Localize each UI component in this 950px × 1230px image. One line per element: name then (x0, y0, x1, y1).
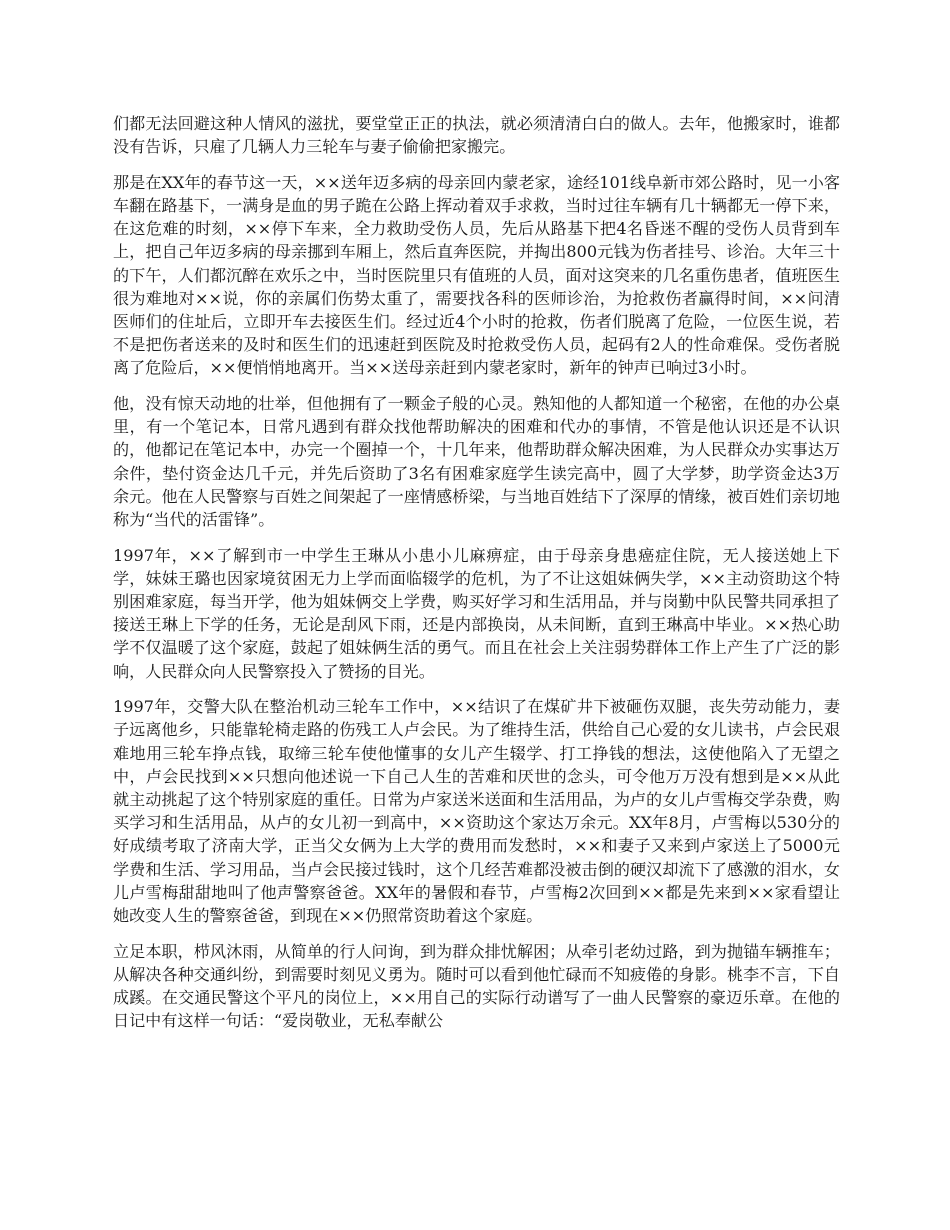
paragraph-5: 1997年，交警大队在整治机动三轮车工作中，××结识了在煤矿井下被砸伤双腿，丧失劳动能力，妻子远离他乡，只能靠轮椅走路的伤残工人卢会民。为了维持生活，供给自己心爱的女儿读书，卢会民艰难地用三轮车挣点钱，取缔三轮车使他懂事的女儿产生辍学、打工挣钱的想法，这使他陷入了无望之中，卢会民找到××只想向他述说一下自己人生的苦难和厌世的念头，可令他万万没有想到是××从此就主动挑起了这个特别家庭的重任。日常为卢家送米送面和生活用品，为卢的女儿卢雪梅交学杂费，购买学习和生活用品，从卢的女儿初一到高中，××资助这个家达万余元。XX年8月，卢雪梅以530分的好成绩考取了济南大学，正当父女俩为上大学的费用而发愁时，××和妻子又来到卢家送上了5000元学费和生活、学习用品，当卢会民接过钱时，这个几经苦难都没被击倒的硬汉却流下了感激的泪水，女儿卢雪梅甜甜地叫了他声警察爸爸。XX年的暑假和春节，卢雪梅2次回到××都是先来到××家看望让她改变人生的警察爸爸，到现在××仍照常资助着这个家庭。 (113, 697, 840, 926)
paragraph-2: 那是在XX年的春节这一天，××送年迈多病的母亲回内蒙老家，途经101线阜新市郊公路时，见一小客车翻在路基下，一满身是血的男子跪在公路上挥动着双手求救，当时过往车辆有几十辆都无一停下来，在这危难的时刻，××停下车来，全力救助受伤人员，先后从路基下把4名昏迷不醒的受伤人员背到车上，把自己年迈多病的母亲挪到车厢上，然后直奔医院，并掏出800元钱为伤者挂号、诊治。大年三十的下午，人们都沉醉在欢乐之中，当时医院里只有值班的人员，面对这突来的几名重伤患者，值班医生很为难地对××说，你的亲属们伤势太重了，需要找各科的医师诊治，为抢救伤者赢得时间，××问清医师们的住址后，立即开车去接医生们。经过近4个小时的抢救，伤者们脱离了危险，一位医生说，若不是把伤者送来的及时和医生们的迅速赶到医院及时抢救受伤人员，起码有2人的性命难保。受伤者脱离了危险后，××便悄悄地离开。当××送母亲赶到内蒙老家时，新年的钟声已响过3小时。 (113, 172, 840, 378)
paragraph-4: 1997年，××了解到市一中学生王琳从小患小儿麻痹症，由于母亲身患癌症住院，无人接送她上下学，妹妹王璐也因家境贫困无力上学而面临辍学的危机，为了不让这姐妹俩失学，××主动资助这个特别困难家庭，每当开学，他为姐妹俩交上学费，购买好学习和生活用品，并与岗勤中队民警共同承担了接送王琳上下学的任务，无论是刮风下雨，还是内部换岗，从未间断，直到王琳高中毕业。××热心助学不仅温暖了这个家庭，鼓起了姐妹俩生活的勇气。而且在社会上关注弱势群体工作上产生了广泛的影响，人民群众向人民警察投入了赞扬的目光。 (113, 545, 840, 681)
document-page (113, 112, 840, 1045)
paragraph-1: 们都无法回避这种人情风的滋扰，要堂堂正正的执法，就必须清清白白的做人。去年，他搬家时，谁都没有告诉，只雇了几辆人力三轮车与妻子偷偷把家搬完。 (113, 114, 840, 157)
paragraph-6: 立足本职，栉风沐雨，从简单的行人问询，到为群众排忧解困；从牵引老幼过路，到为抛锚车辆推车；从解决各种交通纠纷，到需要时刻见义勇为。随时可以看到他忙碌而不知疲倦的身影。桃李不言，下自成蹊。在交通民警这个平凡的岗位上，××用自己的实际行动谱写了一曲人民警察的豪迈乐章。在他的日记中有这样一句话：“爱岗敬业，无私奉献公 (113, 941, 840, 1031)
paragraph-3: 他，没有惊天动地的壮举，但他拥有了一颗金子般的心灵。熟知他的人都知道一个秘密，在他的办公桌里，有一个笔记本，日常凡遇到有群众找他帮助解决的困难和代办的事情，不管是他认识还是不认识的，他都记在笔记本中，办完一个圈掉一个，十几年来，他帮助群众解决困难，为人民群众办实事达万余件，垫付资金达几千元，并先后资助了3名有困难家庭学生读完高中，圆了大学梦，助学资金达3万余元。他在人民警察与百姓之间架起了一座情感桥梁，与当地百姓结下了深厚的情缘，被百姓们亲切地称为“当代的活雷锋”。 (113, 394, 840, 530)
